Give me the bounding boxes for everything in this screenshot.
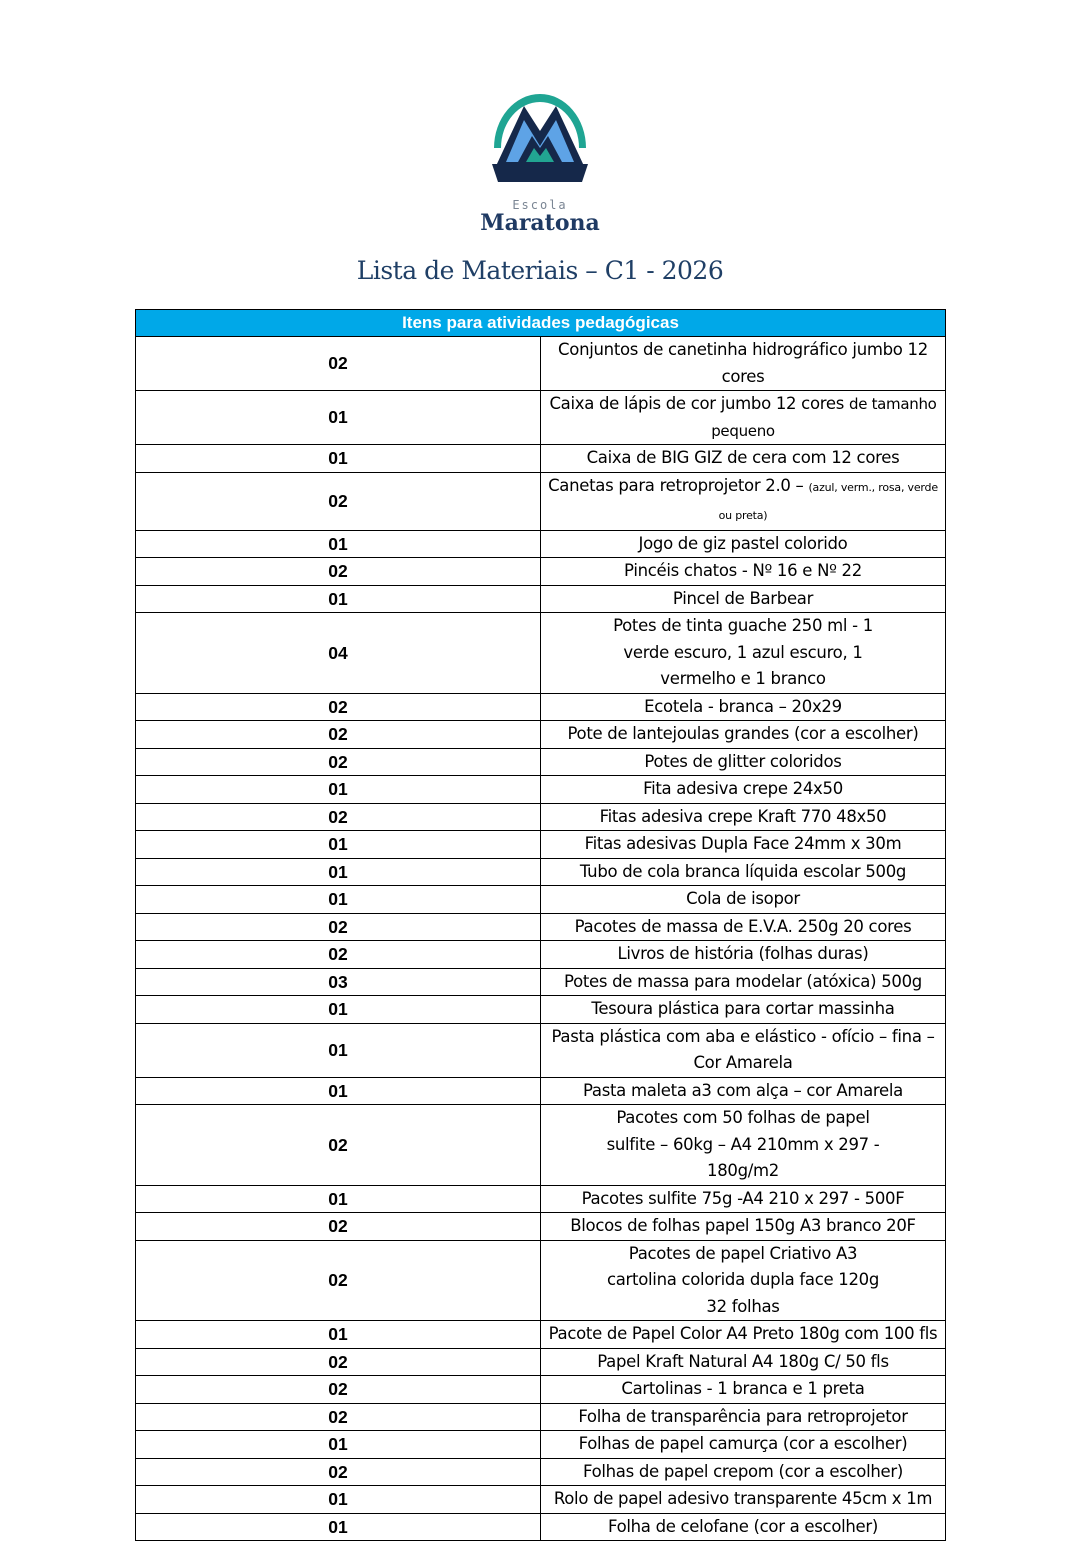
item-description-text: Pacotes de massa de E.V.A. 250g 20 cores	[574, 916, 912, 936]
item-description-text: Pacotes com 50 folhas de papel sulfite – 60kg – A4 210mm x 297 - 180g/m2	[606, 1108, 880, 1180]
table-row	[136, 613, 946, 694]
table-row	[136, 1376, 946, 1404]
table-row	[136, 585, 946, 613]
table-row	[136, 1431, 946, 1459]
item-quantity: 01	[136, 1431, 541, 1459]
item-description	[541, 968, 946, 996]
item-description-text: Pincel de Barbear	[672, 588, 814, 608]
item-description-text: Papel Kraft Natural A4 180g C/ 50 fls	[597, 1351, 889, 1371]
table-row	[136, 1486, 946, 1514]
table-row	[136, 1240, 946, 1321]
item-description-text: Ecotela - branca – 20x29	[644, 696, 842, 716]
item-quantity: 01	[136, 886, 541, 914]
item-description-text: Pasta plástica com aba e elástico - ofício – fina – Cor Amarela	[551, 1026, 935, 1072]
item-description	[541, 1376, 946, 1404]
item-description	[541, 886, 946, 914]
item-description-text: Fitas adesivas Dupla Face 24mm x 30m	[584, 834, 902, 853]
item-description-text: Pacote de Papel Color A4 Preto 180g com 100 fls	[548, 1324, 938, 1343]
item-description-text: Cartolinas - 1 branca e 1 preta	[621, 1379, 865, 1398]
table-row	[136, 1023, 946, 1077]
item-quantity: 01	[136, 1023, 541, 1077]
item-description	[541, 445, 946, 473]
item-description	[541, 1321, 946, 1349]
item-quantity: 01	[136, 996, 541, 1024]
table-row	[136, 1348, 946, 1376]
item-description	[541, 337, 946, 391]
item-quantity: 02	[136, 1105, 541, 1186]
item-description-text: Folhas de papel crepom (cor a escolher)	[582, 1461, 904, 1481]
item-description-text: Pacotes de papel Criativo A3 cartolina colorida dupla face 120g 32 folhas	[606, 1243, 880, 1316]
item-quantity: 01	[136, 776, 541, 804]
table-row	[136, 1105, 946, 1186]
item-description	[541, 776, 946, 804]
item-description-text: Folha de celofane (cor a escolher)	[607, 1516, 879, 1536]
item-description	[541, 803, 946, 831]
table-row	[136, 776, 946, 804]
table-row	[136, 748, 946, 776]
item-quantity: 02	[136, 913, 541, 941]
item-quantity: 03	[136, 968, 541, 996]
item-description-text: Conjuntos de canetinha hidrográfico jumbo 12 cores	[558, 340, 928, 386]
item-description	[541, 996, 946, 1024]
item-quantity: 02	[136, 1458, 541, 1486]
item-description	[541, 1458, 946, 1486]
item-description-text: Pincéis chatos - Nº 16 e Nº 22	[624, 561, 862, 580]
item-description	[541, 941, 946, 969]
item-quantity: 02	[136, 941, 541, 969]
table-row	[136, 1213, 946, 1241]
item-description	[541, 391, 946, 445]
item-description-text: Cola de isopor	[686, 889, 800, 908]
table-row	[136, 1321, 946, 1349]
item-quantity: 02	[136, 337, 541, 391]
item-quantity: 01	[136, 1077, 541, 1105]
item-description-text: Jogo de giz pastel colorido	[638, 533, 848, 553]
item-description	[541, 1431, 946, 1459]
item-description-text: Folhas de papel camurça (cor a escolher)	[578, 1434, 908, 1453]
table-row	[136, 445, 946, 473]
item-note: (azul, verm., rosa, verde ou preta)	[718, 480, 938, 522]
table-row	[136, 1077, 946, 1105]
item-description-text: Fita adesiva crepe 24x50	[643, 779, 843, 798]
item-description-text: Tubo de cola branca líquida escolar 500g	[579, 861, 907, 881]
item-description-text: Blocos de folhas papel 150g A3 branco 20F	[570, 1216, 916, 1235]
item-quantity: 02	[136, 803, 541, 831]
item-description	[541, 831, 946, 859]
item-description	[541, 472, 946, 530]
item-quantity: 01	[136, 1321, 541, 1349]
table-row	[136, 831, 946, 859]
table-row	[136, 693, 946, 721]
item-description	[541, 693, 946, 721]
item-quantity: 01	[136, 585, 541, 613]
school-logo	[470, 86, 610, 236]
mountain-logo-icon	[488, 86, 592, 186]
item-quantity: 01	[136, 831, 541, 859]
item-quantity: 01	[136, 391, 541, 445]
item-description	[541, 1023, 946, 1077]
item-quantity: 02	[136, 472, 541, 530]
table-row	[136, 391, 946, 445]
item-description	[541, 913, 946, 941]
item-quantity: 01	[136, 530, 541, 558]
table-row	[136, 1185, 946, 1213]
item-description-text: Caixa de lápis de cor jumbo 12 cores	[549, 394, 845, 413]
table-row	[136, 1403, 946, 1431]
item-description	[541, 1403, 946, 1431]
item-description	[541, 613, 946, 694]
item-quantity: 02	[136, 1348, 541, 1376]
item-description-text: Pacotes sulfite 75g -A4 210 x 297 - 500F	[581, 1188, 905, 1208]
item-description	[541, 1486, 946, 1514]
item-note: de tamanho pequeno	[711, 395, 937, 440]
item-description	[541, 858, 946, 886]
item-quantity: 02	[136, 1213, 541, 1241]
item-description-text: Livros de história (folhas duras)	[617, 944, 869, 963]
item-quantity: 02	[136, 1376, 541, 1404]
item-description-text: Folha de transparência para retroprojetor	[578, 1406, 908, 1426]
item-description-text: Caixa de BIG GIZ de cera com 12 cores	[586, 448, 900, 467]
item-quantity: 02	[136, 558, 541, 586]
item-description-text: Potes de tinta guache 250 ml - 1 verde escuro, 1 azul escuro, 1 vermelho e 1 branco	[613, 616, 873, 688]
item-description	[541, 530, 946, 558]
item-description	[541, 1185, 946, 1213]
item-quantity: 02	[136, 1403, 541, 1431]
item-description	[541, 1213, 946, 1241]
item-description-text: Potes de massa para modelar (atóxica) 500g	[564, 971, 922, 991]
item-quantity: 01	[136, 858, 541, 886]
table-row	[136, 913, 946, 941]
table-row	[136, 530, 946, 558]
table-row	[136, 858, 946, 886]
item-description-text: Fitas adesiva crepe Kraft 770 48x50	[599, 806, 887, 826]
item-description-text: Pote de lantejoulas grandes (cor a escolher)	[567, 724, 919, 743]
item-description	[541, 1105, 946, 1186]
item-description-text: Tesoura plástica para cortar massinha	[591, 999, 895, 1018]
table-row	[136, 721, 946, 749]
materials-table	[135, 309, 946, 1541]
item-description-text: Potes de glitter coloridos	[644, 751, 842, 771]
item-quantity: 01	[136, 1486, 541, 1514]
item-quantity: 04	[136, 613, 541, 694]
item-description-text: Pasta maleta a3 com alça – cor Amarela	[583, 1080, 903, 1100]
item-quantity: 01	[136, 1185, 541, 1213]
table-header: Itens para atividades pedagógicas	[136, 310, 946, 337]
item-description	[541, 748, 946, 776]
table-row	[136, 886, 946, 914]
item-description	[541, 1240, 946, 1321]
item-description	[541, 721, 946, 749]
item-description	[541, 1348, 946, 1376]
logo-name: Maratona	[480, 210, 600, 236]
item-quantity: 02	[136, 1240, 541, 1321]
table-row	[136, 337, 946, 391]
item-description-text: Rolo de papel adesivo transparente 45cm x 1m	[553, 1489, 933, 1508]
table-row	[136, 803, 946, 831]
item-quantity: 02	[136, 693, 541, 721]
table-row	[136, 941, 946, 969]
table-row	[136, 1458, 946, 1486]
logo-subtitle: Escola	[512, 198, 568, 212]
table-row	[136, 968, 946, 996]
item-description	[541, 558, 946, 586]
item-description	[541, 1077, 946, 1105]
table-row	[136, 558, 946, 586]
table-row	[136, 472, 946, 530]
item-description	[541, 585, 946, 613]
item-quantity: 02	[136, 721, 541, 749]
page-title: Lista de Materiais – C1 - 2026	[356, 256, 724, 285]
item-quantity: 02	[136, 748, 541, 776]
item-description-text: Canetas para retroprojetor 2.0 –	[548, 475, 804, 495]
item-quantity: 01	[136, 1513, 541, 1541]
item-quantity: 01	[136, 445, 541, 473]
table-row	[136, 996, 946, 1024]
